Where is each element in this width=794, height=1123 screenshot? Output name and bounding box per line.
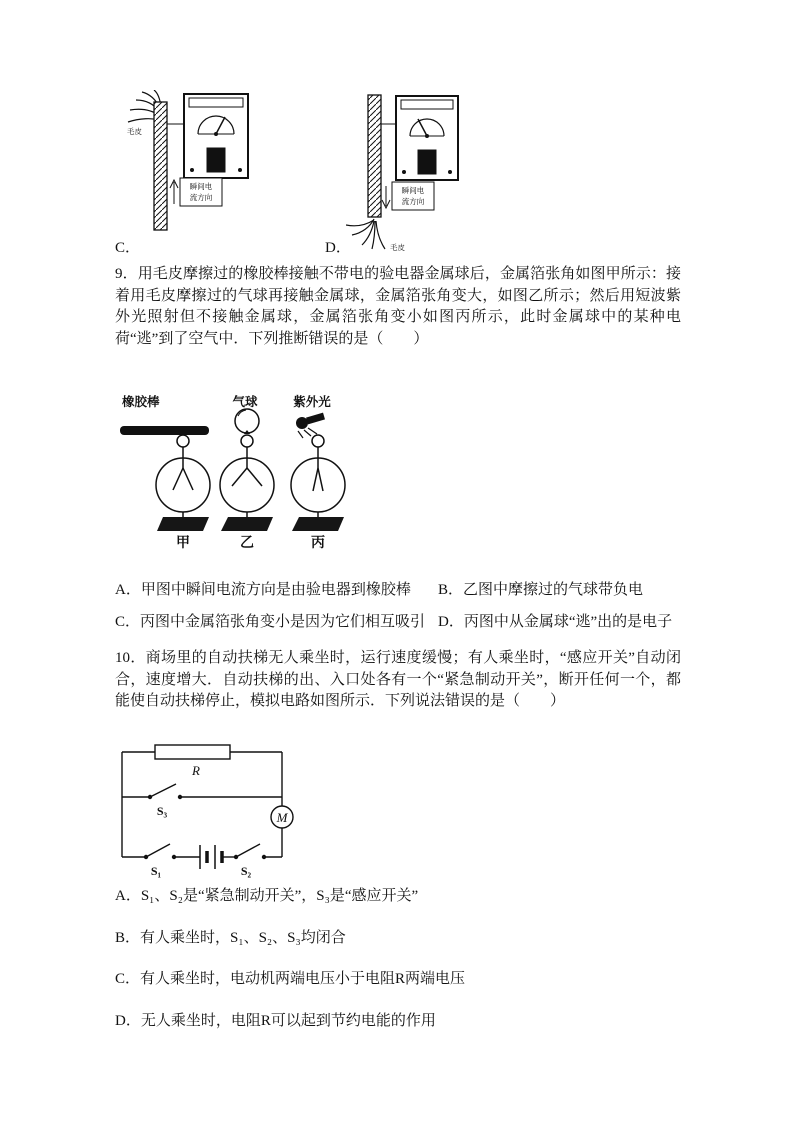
q9-options-row-1	[115, 580, 735, 600]
electroscope-bing-icon	[291, 435, 345, 531]
q10-option-b: B．有人乘坐时，S₁、S₂、S₃均闭合	[115, 930, 346, 946]
q9-options-row-2	[115, 612, 735, 632]
circuit-wires	[122, 752, 282, 857]
up-arrow-icon	[170, 180, 178, 204]
label-bing: 丙	[311, 534, 325, 550]
switch-s1-icon	[144, 844, 176, 859]
q9-option-c: C．丙图中金属箔张角变小是因为它们相互吸引	[115, 614, 426, 630]
rubber-rod-icon	[120, 426, 209, 435]
fur-strands-icon	[346, 219, 385, 249]
q9-option-a: A．甲图中瞬间电流方向是由验电器到橡胶棒	[115, 582, 411, 598]
q10-option-d: D．无人乘坐时，电阻R可以起到节约电能的作用	[115, 1013, 436, 1029]
rod-hatch-icon	[154, 102, 167, 230]
galvanometer-icon	[396, 96, 458, 180]
balloon-icon	[235, 409, 259, 434]
electroscope-yi-icon	[220, 435, 274, 531]
switch-s2-icon	[234, 844, 266, 859]
q10-option-c: C．有人乘坐时，电动机两端电压小于电阻R两端电压	[115, 971, 466, 987]
figure-option-c	[126, 90, 256, 242]
switch-s2-label: S₂	[240, 864, 252, 878]
balloon-label: 气球	[232, 395, 258, 409]
q10-option-a: A．S₁、S₂是“紧急制动开关”，S₃是“感应开关”	[115, 888, 419, 904]
figure-d-caption: D．	[325, 240, 351, 256]
label-yi: 乙	[240, 534, 254, 550]
figure-option-d	[346, 92, 461, 254]
switch-s3-icon	[148, 784, 182, 799]
annotation-box	[392, 182, 434, 210]
down-arrow-icon	[382, 186, 390, 208]
fig-d-tag-label: 毛皮	[390, 243, 405, 252]
battery-icon	[200, 845, 222, 869]
q9-option-d: D．丙图中从金属球“逃”出的是电子	[438, 614, 673, 630]
figure-circuit	[116, 742, 296, 882]
q9-option-b: B．乙图中摩擦过的气球带负电	[438, 582, 644, 598]
question-9-stem: 9．用毛皮摩擦过的橡胶棒接触不带电的验电器金属球后，金属箔张角如图甲所示：接着用毛皮摩擦过的气球再接触金属球，金属箔张角变大，如图乙所示；然后用短波紫外光照射但不接触金属球，金属箔张角变小如图丙所示，此时金属球中的某种电荷“逃”到了空气中．下列推断错误的是（ ）	[115, 266, 681, 347]
uv-label: 紫外光	[293, 395, 331, 409]
annotation-line-2: 流方向	[189, 193, 213, 202]
switch-s3-label: S₃	[156, 804, 168, 818]
annotation-box	[180, 178, 222, 206]
annotation-line-1: 瞬间电	[189, 182, 213, 191]
galvanometer-icon	[184, 94, 248, 178]
figure-electroscopes	[116, 390, 351, 552]
fig-c-tag-label: 毛皮	[127, 127, 142, 136]
rod-hatch-icon	[368, 95, 381, 217]
label-jia: 甲	[176, 534, 190, 550]
motor-label: M	[276, 810, 288, 825]
annotation-line-1: 瞬间电	[401, 186, 425, 195]
electroscope-jia-icon	[156, 435, 210, 531]
resistor-icon	[155, 745, 230, 759]
switch-s1-label: S₁	[150, 864, 162, 878]
rod-label: 橡胶棒	[122, 395, 160, 409]
resistor-label: R	[192, 763, 200, 778]
figure-c-caption: C．	[115, 240, 141, 256]
annotation-line-2: 流方向	[401, 197, 425, 206]
question-10-stem: 10．商场里的自动扶梯无人乘坐时，运行速度缓慢；有人乘坐时，“感应开关”自动闭合，速度增大．自动扶梯的出、入口处各有一个“紧急制动开关”，断开任何一个，都能使自动扶梯停止，模拟电路如图所示．下列说法错误的是（ ）	[115, 650, 681, 709]
